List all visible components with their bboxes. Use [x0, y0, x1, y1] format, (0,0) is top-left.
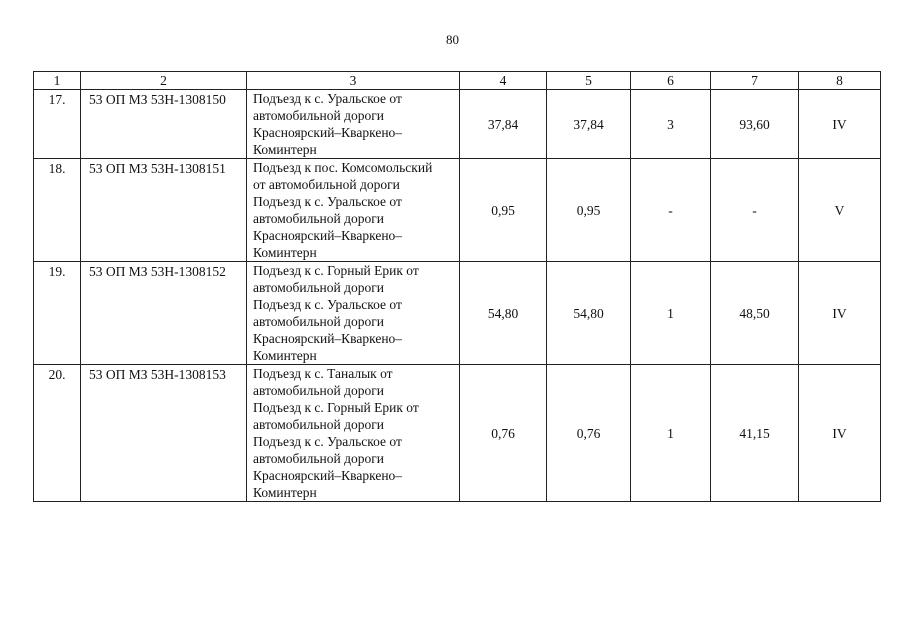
- value-col-4: 0,95: [460, 159, 547, 262]
- road-name-line: Подъезд к с. Горный Ерик от: [253, 400, 419, 415]
- value-col-5: 37,84: [547, 90, 631, 159]
- table-row: [34, 365, 881, 502]
- road-name-line: Подъезд к с. Уральское от: [253, 434, 402, 449]
- road-name-line: Коминтерн: [253, 245, 317, 260]
- road-code: 53 ОП МЗ 53Н-1308151: [81, 159, 247, 262]
- road-name-line: Коминтерн: [253, 142, 317, 157]
- road-name-line: автомобильной дороги: [253, 280, 384, 295]
- value-col-6: 3: [631, 90, 711, 159]
- value-col-4: 37,84: [460, 90, 547, 159]
- road-name-line: от автомобильной дороги: [253, 177, 400, 192]
- road-name-line: Подъезд к пос. Комсомольский: [253, 160, 433, 175]
- value-col-7: -: [711, 159, 799, 262]
- road-name: [247, 159, 460, 262]
- table-row: [34, 90, 881, 159]
- value-col-7: 93,60: [711, 90, 799, 159]
- road-name-line: Подъезд к с. Горный Ерик от: [253, 263, 419, 278]
- road-code: 53 ОП МЗ 53Н-1308153: [81, 365, 247, 502]
- road-name: [247, 365, 460, 502]
- header-cell: 2: [81, 72, 247, 90]
- road-name-line: Красноярский–Кваркено–: [253, 331, 403, 346]
- header-cell: 1: [34, 72, 81, 90]
- row-number: 18.: [34, 159, 81, 262]
- header-cell: 6: [631, 72, 711, 90]
- value-col-6: 1: [631, 262, 711, 365]
- road-name-line: Подъезд к с. Уральское от: [253, 297, 402, 312]
- value-col-4: 0,76: [460, 365, 547, 502]
- category-col-8: IV: [799, 262, 881, 365]
- road-name-line: автомобильной дороги: [253, 314, 384, 329]
- roads-table: [33, 71, 881, 502]
- header-cell: 7: [711, 72, 799, 90]
- value-col-5: 54,80: [547, 262, 631, 365]
- header-cell: 5: [547, 72, 631, 90]
- road-name-line: автомобильной дороги: [253, 211, 384, 226]
- road-name-line: Коминтерн: [253, 348, 317, 363]
- value-col-6: 1: [631, 365, 711, 502]
- value-col-7: 41,15: [711, 365, 799, 502]
- road-name-line: автомобильной дороги: [253, 417, 384, 432]
- road-name-line: Красноярский–Кваркено–: [253, 468, 403, 483]
- value-col-7: 48,50: [711, 262, 799, 365]
- header-cell: 8: [799, 72, 881, 90]
- road-name-line: автомобильной дороги: [253, 383, 384, 398]
- value-col-5: 0,95: [547, 159, 631, 262]
- page-number: 80: [446, 32, 459, 47]
- category-col-8: IV: [799, 90, 881, 159]
- road-name-line: Красноярский–Кваркено–: [253, 228, 403, 243]
- road-name-line: Коминтерн: [253, 485, 317, 500]
- road-name-line: Подъезд к с. Уральское от: [253, 91, 402, 106]
- category-col-8: IV: [799, 365, 881, 502]
- row-number: 20.: [34, 365, 81, 502]
- road-name-line: Подъезд к с. Таналык от: [253, 366, 393, 381]
- table-row: [34, 159, 881, 262]
- header-row: [34, 72, 881, 90]
- row-number: 19.: [34, 262, 81, 365]
- road-code: 53 ОП МЗ 53Н-1308150: [81, 90, 247, 159]
- road-code: 53 ОП МЗ 53Н-1308152: [81, 262, 247, 365]
- value-col-6: -: [631, 159, 711, 262]
- road-name-line: автомобильной дороги: [253, 451, 384, 466]
- header-cell: 4: [460, 72, 547, 90]
- road-name: [247, 90, 460, 159]
- road-name-line: Подъезд к с. Уральское от: [253, 194, 402, 209]
- row-number: 17.: [34, 90, 81, 159]
- value-col-5: 0,76: [547, 365, 631, 502]
- table-row: [34, 262, 881, 365]
- road-name-line: Красноярский–Кваркено–: [253, 125, 403, 140]
- category-col-8: V: [799, 159, 881, 262]
- value-col-4: 54,80: [460, 262, 547, 365]
- header-cell: 3: [247, 72, 460, 90]
- road-name: [247, 262, 460, 365]
- road-name-line: автомобильной дороги: [253, 108, 384, 123]
